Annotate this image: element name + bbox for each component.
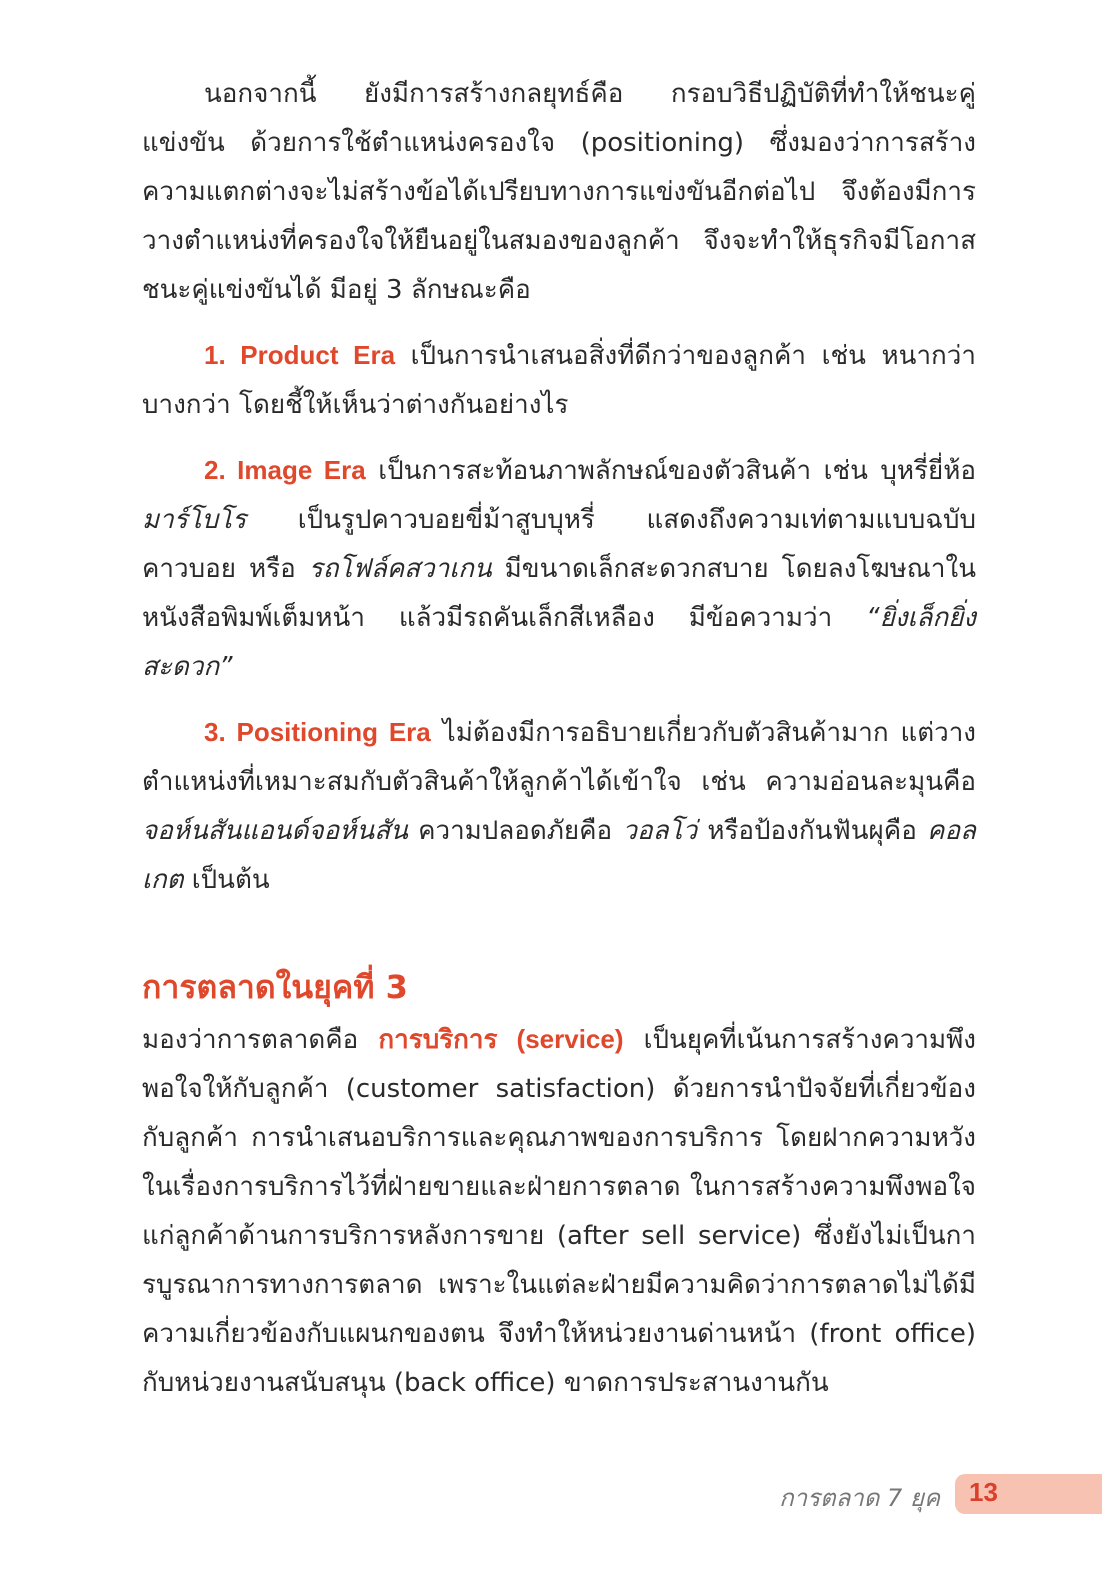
brand-name: คอลเกต [142,816,976,895]
intro-text: นอกจากนี้ ยังมีการสร้างกลยุทธ์คือ กรอบวิธีปฏิบัติที่ทำให้ชนะคู่แข่งขัน ด้วยการใช้ตำแหน่งครองใจ (positioning) ซึ่งมองว่าการสร้างความแตกต่างจะไม่สร้างข้อได้เปรียบทางการแข่งขันอีกต่อไป จึงต้องมีการวางตำแหน่งที่ครองใจให้ยืนอยู่ในสมองของลูกค้า จึงจะทำให้ธุรกิจมีโอกาสชนะคู่แข่งขันได้ มีอยู่ 3 ลักษณะคือ [142,79,976,305]
item-text: มีขนาดเล็กสะดวกสบาย โดยลงโฆษณาในหนังสือพิมพ์เต็มหน้า แล้วมีรถคันเล็กสีเหลือง มีข้อความว่า [142,554,976,633]
item-text: หรือป้องกันฟันผุคือ [697,816,928,846]
section-text: มองว่าการตลาดคือ [142,1025,379,1055]
section-text: เป็นยุคที่เน้นการสร้างความพึงพอใจให้กับลูกค้า (customer satisfaction) ด้วยการนำปัจจัยที่เกี่ยวข้องกับลูกค้า การนำเสนอบริการและคุณภาพของการบริการ โดยฝากความหวังในเรื่องการบริการไว้ที่ฝ่ายขายและฝ่ายการตลาด ในการสร้างความพึงพอใจแก่ลูกค้าด้านการบริการหลังการขาย (after sell service) ซึ่งยังไม่เป็นการบูรณาการทางการตลาด เพราะในแต่ละฝ่ายมีความคิดว่าการตลาดไม่ได้มีความเกี่ยวข้องกับแผนกของตน จึงทำให้หน่วยงานด่านหน้า (front office) กับหน่วยงานสนับสนุน (back office) ขาดการประสานงานกัน [142,1025,976,1398]
item-label: 3. Positioning Era [204,717,431,747]
item-text: เป็นการนำเสนอสิ่งที่ดีกว่าของลูกค้า เช่น หนากว่า บางกว่า โดยชี้ให้เห็นว่าต่างกันอย่างไร [142,341,976,420]
highlight-term: การบริการ (service) [378,1024,624,1054]
list-item-product-era [142,331,976,430]
section-heading: การตลาดในยุคที่ 3 [142,968,408,1006]
slogan-quote: “ยิ่งเล็กยิ่งสะดวก” [142,603,976,682]
item-text: ไม่ต้องมีการอธิบายเกี่ยวกับตัวสินค้ามาก แต่วางตำแหน่งที่เหมาะสมกับตัวสินค้าให้ลูกค้าได้เข้าใจ เช่น ความอ่อนละมุนคือ [142,718,976,797]
book-title: การตลาด 7 ยุค [779,1484,940,1512]
item-text: เป็นรูปคาวบอยขี่ม้าสูบบุหรี่ แสดงถึงความเท่ตามแบบฉบับคาวบอย หรือ [142,505,976,584]
item-label: 1. Product Era [204,340,396,370]
list-item-image-era [142,446,976,692]
item-text: เป็นการสะท้อนภาพลักษณ์ของตัวสินค้า เช่น บุหรี่ยี่ห้อ [365,456,976,486]
item-text: ความปลอดภัยคือ [407,816,623,846]
brand-name: จอห์นสันแอนด์จอห์นสัน [142,816,408,846]
brand-name: รถโฟล์คสวาเกน [308,554,492,584]
item-label: 2. Image Era [204,455,366,485]
intro-paragraph [142,70,976,315]
page-number: 13 [969,1477,998,1507]
section-paragraph [142,1015,976,1408]
item-text: เป็นต้น [183,865,270,895]
list-item-positioning-era [142,708,976,905]
page-footer [0,1474,1102,1514]
page-content [142,70,976,1408]
brand-name: มาร์โบโร [142,505,247,535]
brand-name: วอลโว่ [622,816,698,846]
page-number-tab [955,1474,1102,1514]
